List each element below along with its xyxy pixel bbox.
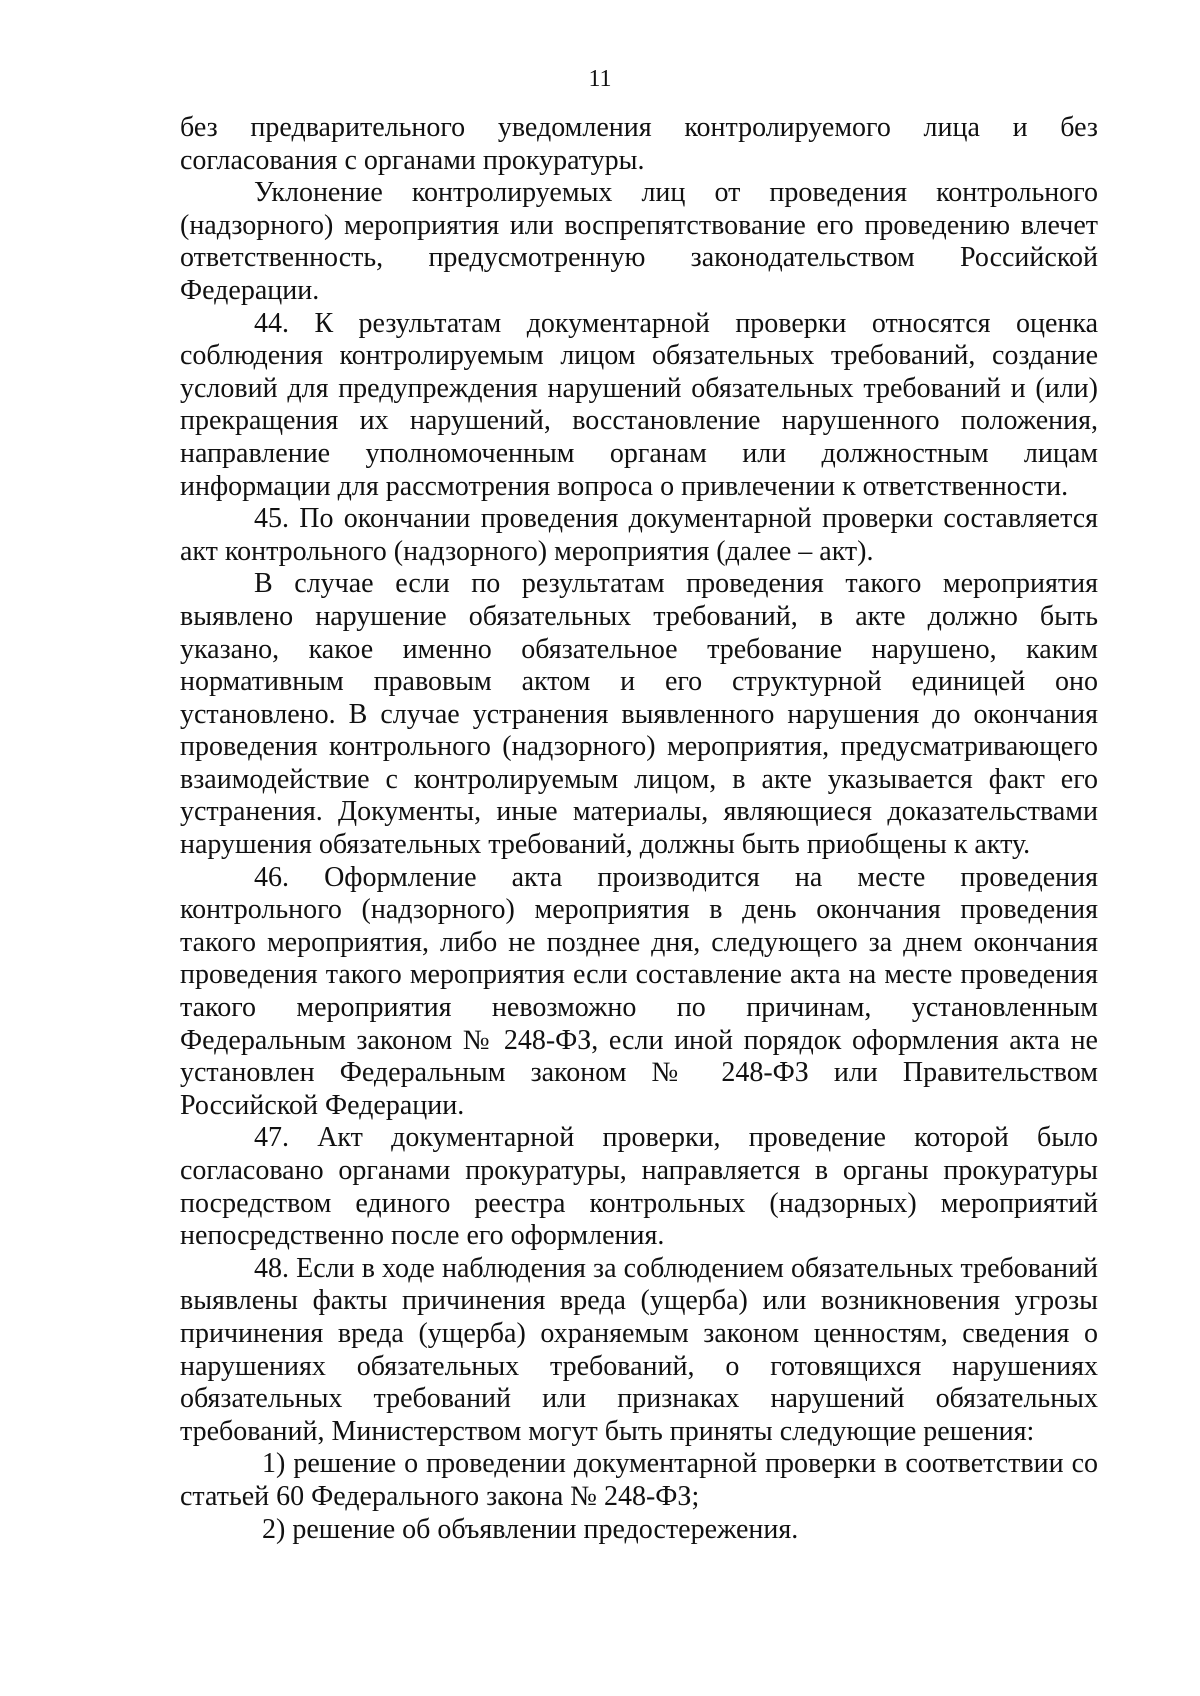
list-item-2: 2) решение об объявлении предостережения. <box>262 1513 799 1545</box>
paragraph-47: 47. Акт документарной проверки, проведение которой было согласовано органами прокуратуры, направляется в органы прокуратуры посредством единого реестра контрольных (надзорных) мероприятий непосредственно после его оформления. <box>180 1122 1098 1252</box>
paragraph-continuation: без предварительного уведомления контролируемого лица и без согласования с органами прокуратуры. <box>180 112 1098 176</box>
list-item-1: 1) решение о проведении документарной проверки в соответствии со статьей 60 Федерального закона № 248-ФЗ; <box>180 1448 1098 1512</box>
paragraph-48: 48. Если в ходе наблюдения за соблюдением обязательных требований выявлены факты причинения вреда (ущерба) или возникновения угрозы причинения вреда (ущерба) охраняемым законом ценностям, сведения о нарушениях обязательных требований, о готовящихся нарушениях обязательных требований или признаках нарушений обязательных требований, Министерством могут быть приняты следующие решения: <box>180 1252 1098 1447</box>
paragraph-46: 46. Оформление акта производится на месте проведения контрольного (надзорного) мероприятия в день окончания проведения такого мероприятия, либо не позднее дня, следующего за днем окончания проведения такого мероприятия если составление акта на месте проведения такого мероприятия невозможно по причинам, установленным Федеральным законом № 248-ФЗ, если иной порядок оформления акта не установлен Федеральным законом № 248-ФЗ или Правительством Российской Федерации. <box>180 861 1098 1121</box>
page-number: 11 <box>588 66 612 92</box>
paragraph-45: 45. По окончании проведения документарной проверки составляется акт контрольного (надзорного) мероприятия (далее – акт). <box>180 503 1098 567</box>
paragraph-44: 44. К результатам документарной проверки относятся оценка соблюдения контролируемым лицом обязательных требований, создание условий для предупреждения нарушений обязательных требований и (или) прекращения их нарушений, восстановление нарушенного положения, направление уполномоченным органам или должностным лицам информации для рассмотрения вопроса о привлечении к ответственности. <box>180 307 1098 502</box>
document-body <box>180 112 1098 1546</box>
paragraph-evasion-liability: Уклонение контролируемых лиц от проведения контрольного (надзорного) мероприятия или воспрепятствование его проведению влечет ответственность, предусмотренную законодательством Российской Федерации. <box>180 177 1098 306</box>
paragraph-45-violations: В случае если по результатам проведения такого мероприятия выявлено нарушение обязательных требований, в акте должно быть указано, какое именно обязательное требование нарушено, каким нормативным правовым актом и его структурной единицей оно установлено. В случае устранения выявленного нарушения до окончания проведения контрольного (надзорного) мероприятия, предусматривающего взаимодействие с контролируемым лицом, в акте указывается факт его устранения. Документы, иные материалы, являющиеся доказательствами нарушения обязательных требований, должны быть приобщены к акту. <box>180 568 1098 861</box>
